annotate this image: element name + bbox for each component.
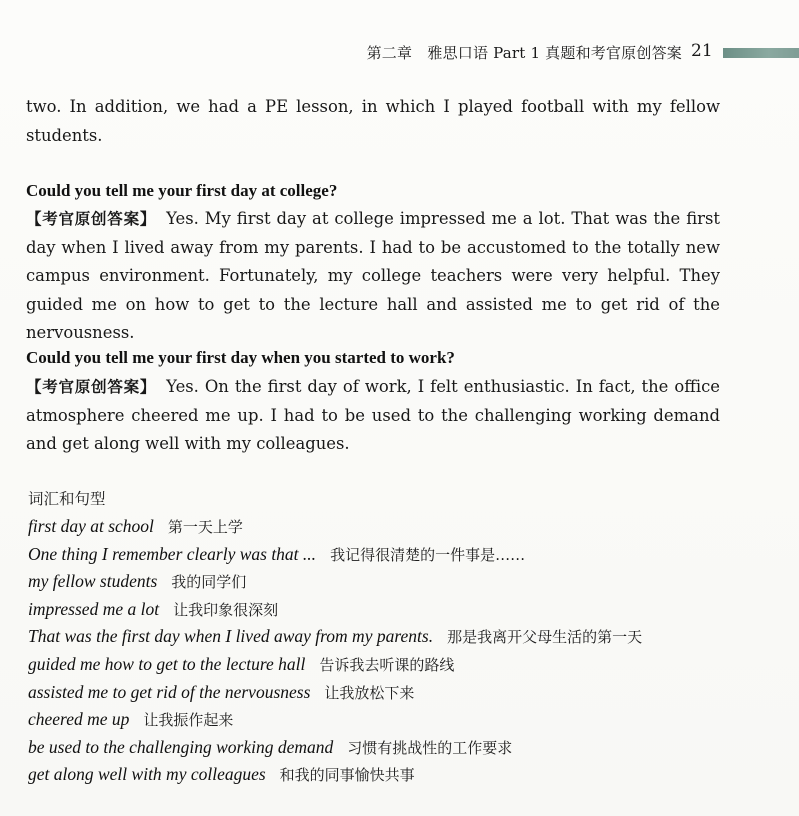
vocabulary-item — [28, 651, 728, 679]
vocabulary-phrase: impressed me a lot — [28, 598, 160, 619]
answer-paragraph — [26, 205, 720, 348]
vocabulary-list — [28, 513, 728, 789]
chapter-title: 第二章 雅思口语 Part 1 真题和考官原创答案 — [366, 44, 682, 62]
answer-text: Yes. My first day at college impressed me a lot. That was the first day when I lived away from my parents. I had to be accustomed to the totally new campus environment. Fortunately, my college teachers were very helpful. They guided me on how to get to the lecture hall and assisted me to get rid of the nervousness. — [26, 209, 720, 342]
running-header — [0, 34, 799, 74]
vocabulary-meaning: 让我振作起来 — [143, 711, 234, 730]
vocabulary-phrase: first day at school — [28, 516, 154, 536]
vocabulary-meaning: 第一天上学 — [167, 518, 243, 536]
vocabulary-meaning: 习惯有挑战性的工作要求 — [347, 738, 513, 757]
answer-paragraph — [26, 373, 720, 459]
vocabulary-phrase: get along well with my colleagues — [28, 764, 266, 785]
examiner-answer-tag: 【考官原创答案】 — [26, 210, 157, 228]
vocabulary-meaning: 让我放松下来 — [324, 683, 415, 702]
vocabulary-phrase: That was the first day when I lived away from my parents. — [28, 626, 434, 647]
paragraph-text: two. In addition, we had a PE lesson, in which I played football with my fellow students. — [26, 97, 720, 145]
vocabulary-meaning: 告诉我去听课的路线 — [319, 655, 455, 674]
vocabulary-meaning: 那是我离开父母生活的第一天 — [447, 628, 643, 647]
vocabulary-item — [28, 679, 728, 707]
vocabulary-meaning: 让我印象很深刻 — [173, 600, 279, 619]
vocabulary-phrase: my fellow students — [28, 571, 158, 592]
vocabulary-item — [28, 596, 728, 624]
examiner-answer-tag: 【考官原创答案】 — [26, 378, 157, 396]
answer-text: Yes. On the first day of work, I felt enthusiastic. In fact, the office atmosphere cheered me up. I had to be used to the challenging working demand and get along well with my colleagues. — [26, 377, 720, 453]
vocabulary-item — [28, 734, 728, 762]
question-heading: Could you tell me your first day when you started to work? — [26, 348, 455, 367]
vocabulary-item — [28, 623, 728, 651]
vocabulary-item — [28, 761, 728, 789]
question-heading: Could you tell me your first day at college? — [26, 181, 338, 200]
vocabulary-phrase: cheered me up — [28, 709, 130, 730]
vocabulary-phrase: assisted me to get rid of the nervousness — [28, 681, 311, 702]
vocabulary-meaning: 和我的同事愉快共事 — [279, 766, 415, 785]
page-number: 21 — [691, 41, 713, 61]
vocabulary-phrase: One thing I remember clearly was that ... — [28, 543, 317, 564]
vocabulary-meaning: 我的同学们 — [171, 573, 247, 592]
vocabulary-item — [28, 706, 728, 734]
vocabulary-meaning: 我记得很清楚的一件事是…… — [330, 545, 526, 564]
vocabulary-title: 词汇和句型 — [28, 490, 106, 508]
continued-paragraph — [26, 93, 720, 150]
vocabulary-item — [28, 541, 728, 569]
header-decorative-bar — [723, 48, 799, 58]
vocabulary-item — [28, 513, 728, 541]
vocabulary-phrase: guided me how to get to the lecture hall — [28, 653, 306, 674]
vocabulary-phrase: be used to the challenging working demand — [28, 736, 334, 757]
vocabulary-item — [28, 568, 728, 596]
